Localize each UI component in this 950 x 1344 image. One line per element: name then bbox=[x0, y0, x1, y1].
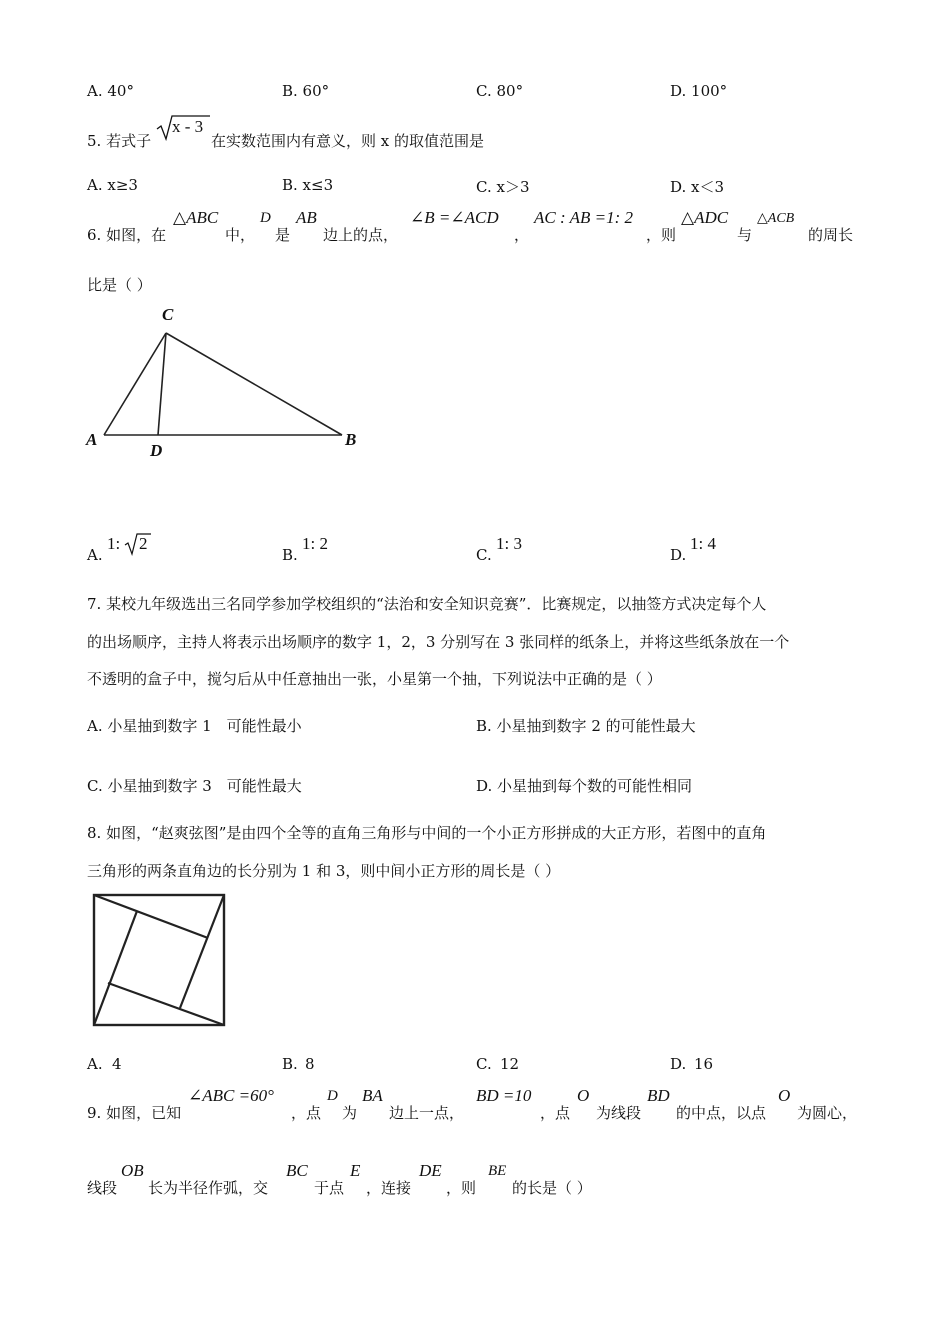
q9-text-3: 为 bbox=[342, 1104, 358, 1122]
q6-math-ratio: AC : AB =1: 2 bbox=[534, 208, 633, 227]
q6-text-3: 是 bbox=[275, 226, 291, 244]
q6-math-angle: ∠B =∠ACD bbox=[410, 208, 499, 227]
q9-text-line2-3: 于点 bbox=[314, 1179, 345, 1197]
q4-option-a: A. 40° bbox=[87, 82, 134, 100]
q6-math-ab: AB bbox=[296, 208, 317, 227]
q6-label-b: B bbox=[345, 430, 357, 449]
q6-text-line2: 比是（ ） bbox=[87, 276, 152, 294]
q6-option-a-sqrt-val: 2 bbox=[139, 534, 148, 553]
q9-text-8: 为圆心， bbox=[797, 1104, 858, 1122]
q6-text-4: 边上的点， bbox=[323, 226, 399, 244]
q9-text-line2-6: 的长是（ ） bbox=[512, 1179, 592, 1197]
q9-math-bc: BC bbox=[286, 1161, 308, 1180]
q9-math-ob: OB bbox=[121, 1161, 144, 1180]
q4-option-d: D. 100° bbox=[670, 82, 728, 100]
q6-text-1: 6. 如图，在 bbox=[87, 226, 167, 244]
q7-option-a: A. 小星抽到数字 1 可能性最小 bbox=[87, 717, 302, 735]
q6-math-acb: △ACB bbox=[757, 211, 795, 226]
q8-triangle-3-hypotenuse bbox=[108, 983, 224, 1025]
q7-option-b: B. 小星抽到数字 2 的可能性最大 bbox=[476, 717, 696, 735]
q6-label-c: C bbox=[162, 305, 174, 324]
q5-suffix: 在实数范围内有意义，则 x 的取值范围是 bbox=[211, 132, 484, 150]
q9-math-ba: BA bbox=[362, 1086, 383, 1105]
q6-option-a-math: 1: bbox=[107, 534, 121, 553]
q8-outer-square bbox=[94, 895, 224, 1025]
q5-option-d: D. x＜3 bbox=[670, 178, 725, 196]
q9-math-bd: BD =10 bbox=[476, 1086, 532, 1105]
q8-zhao-shuang-figure bbox=[88, 890, 230, 1032]
q9-text-1: 9. 如图，已知 bbox=[87, 1104, 182, 1122]
q6-option-b-math: 1: 2 bbox=[302, 534, 328, 553]
q6-text-8: 的周长 bbox=[808, 226, 854, 244]
q8-option-c-label: C. bbox=[476, 1055, 492, 1073]
q9-text-line2-1: 线段 bbox=[87, 1179, 118, 1197]
q8-triangle-2-hypotenuse bbox=[180, 895, 224, 1008]
q6-segment-cd bbox=[158, 333, 166, 435]
q9-math-e: E bbox=[350, 1161, 361, 1180]
q9-text-line2-4: ，连接 bbox=[366, 1179, 412, 1197]
q5-radicand: x - 3 bbox=[172, 117, 204, 136]
q5-option-c: C. x＞3 bbox=[476, 178, 530, 196]
q4-option-b: B. 60° bbox=[282, 82, 330, 100]
q8-option-b-label: B. bbox=[282, 1055, 298, 1073]
q6-side-ac bbox=[104, 333, 166, 435]
q6-option-a-label: A. bbox=[87, 546, 103, 564]
q9-math-be: BE bbox=[488, 1163, 507, 1179]
q5-option-b: B. x≤3 bbox=[282, 176, 334, 194]
q6-option-b-label: B. bbox=[282, 546, 298, 564]
q6-option-d-math: 1: 4 bbox=[690, 534, 716, 553]
q7-line-2: 的出场顺序，主持人将表示出场顺序的数字 1，2，3 分别写在 3 张同样的纸条上，并将这些纸条放在一个 bbox=[87, 633, 790, 651]
q9-text-line2-5: ，则 bbox=[446, 1179, 477, 1197]
q6-option-c-math: 1: 3 bbox=[496, 534, 522, 553]
q6-label-a: A bbox=[86, 430, 98, 449]
q6-option-d-label: D. bbox=[670, 546, 687, 564]
q9-math-de: DE bbox=[419, 1161, 442, 1180]
q7-option-c: C. 小星抽到数字 3 可能性最大 bbox=[87, 777, 302, 795]
q9-math-o: O bbox=[577, 1086, 590, 1105]
q6-text-2: 中， bbox=[225, 226, 256, 244]
q9-math-o2: O bbox=[778, 1086, 791, 1105]
q7-line-1: 7. 某校九年级选出三名同学参加学校组织的“法治和安全知识竞赛”．比赛规定，以抽签方式决定每个人 bbox=[87, 595, 767, 613]
q9-text-7: 的中点，以点 bbox=[676, 1104, 767, 1122]
q6-text-6: ，则 bbox=[646, 226, 677, 244]
q8-triangle-4-hypotenuse bbox=[94, 911, 137, 1025]
q5-prefix: 5. 若式子 bbox=[87, 132, 152, 150]
q4-option-c: C. 80° bbox=[476, 82, 524, 100]
q8-option-a-label: A. bbox=[87, 1055, 103, 1073]
q9-text-5: ，点 bbox=[540, 1104, 571, 1122]
q7-option-d: D. 小星抽到每个数的可能性相同 bbox=[476, 777, 693, 795]
q6-option-c-label: C. bbox=[476, 546, 492, 564]
q8-option-a-value: 4 bbox=[112, 1055, 122, 1073]
q9-text-6: 为线段 bbox=[596, 1104, 642, 1122]
q6-triangle-figure bbox=[80, 300, 380, 465]
q6-text-7: 与 bbox=[737, 226, 753, 244]
q5-option-a: A. x≥3 bbox=[87, 176, 138, 194]
q9-math-bd2: BD bbox=[647, 1086, 670, 1105]
q9-math-angle: ∠ABC =60° bbox=[188, 1086, 274, 1105]
q6-math-adc: △ADC bbox=[681, 208, 729, 227]
q6-side-cb bbox=[166, 333, 342, 435]
q9-text-4: 边上一点， bbox=[389, 1104, 465, 1122]
q8-option-d-label: D. bbox=[670, 1055, 687, 1073]
q8-option-c-value: 12 bbox=[500, 1055, 520, 1073]
q6-text-5: ， bbox=[514, 226, 530, 244]
q6-math-abc: △ABC bbox=[173, 208, 219, 227]
q9-math-d: D bbox=[327, 1088, 338, 1104]
q8-option-b-value: 8 bbox=[305, 1055, 315, 1073]
q8-line-2: 三角形的两条直角边的长分别为 1 和 3，则中间小正方形的周长是（ ） bbox=[87, 862, 561, 880]
q9-text-2: ，点 bbox=[291, 1104, 322, 1122]
q9-text-line2-2: 长为半径作弧，交 bbox=[148, 1179, 269, 1197]
q7-line-3: 不透明的盒子中，搅匀后从中任意抽出一张，小星第一个抽，下列说法中正确的是（ ） bbox=[87, 670, 662, 688]
q8-option-d-value: 16 bbox=[694, 1055, 714, 1073]
q6-math-d: D bbox=[260, 210, 271, 226]
q8-triangle-1-hypotenuse bbox=[94, 895, 208, 938]
q8-line-1: 8. 如图，“赵爽弦图”是由四个全等的直角三角形与中间的一个小正方形拼成的大正方形，若图中的直角 bbox=[87, 824, 767, 842]
q6-label-d: D bbox=[150, 441, 163, 460]
q6-option-a-sqrt-sign bbox=[124, 532, 152, 556]
